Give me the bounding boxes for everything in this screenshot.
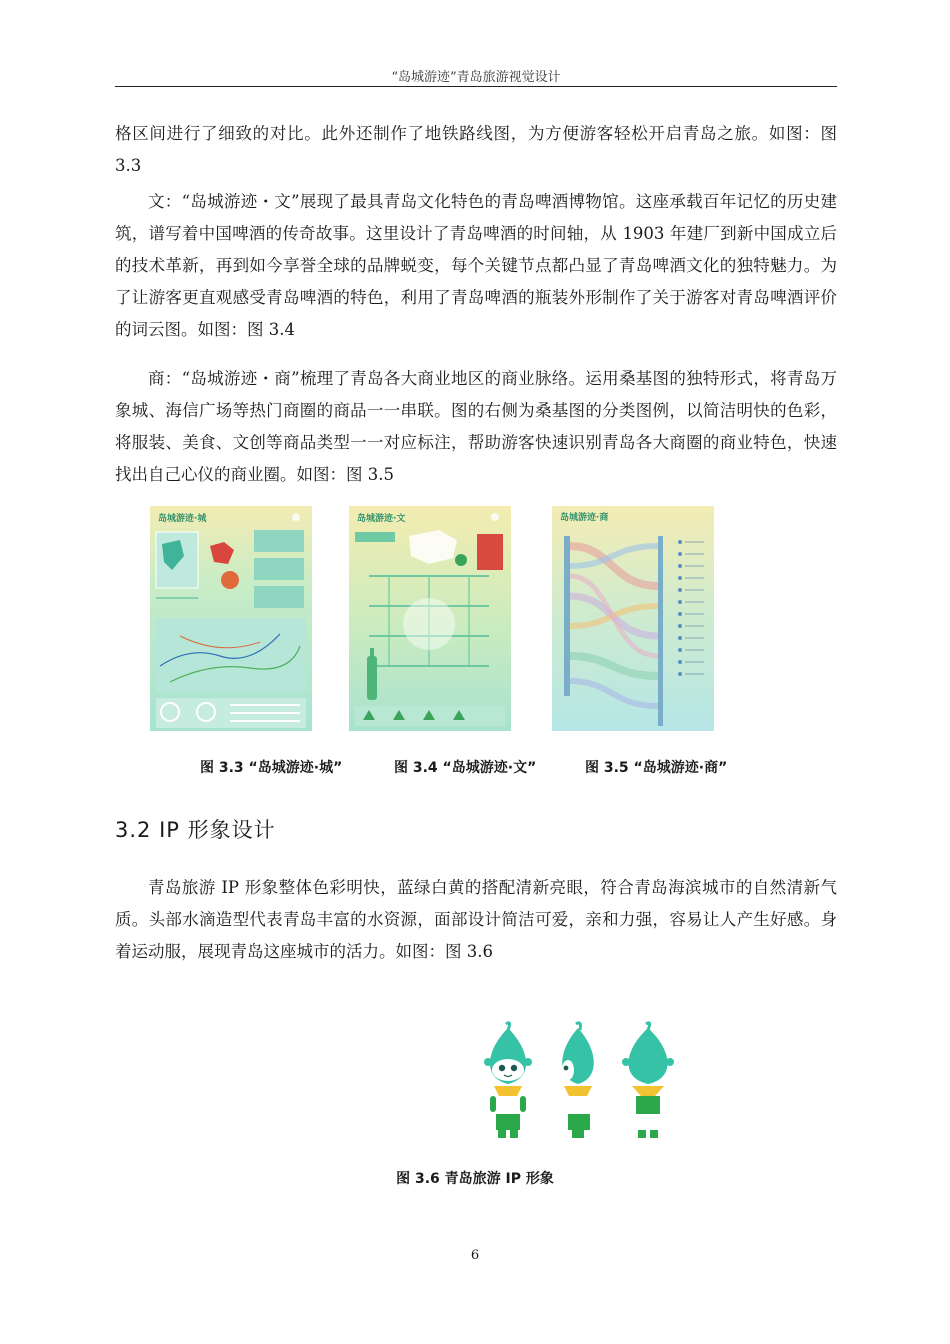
page-number: 6 bbox=[470, 1248, 480, 1263]
paragraph-ip-design: 青岛旅游 IP 形象整体色彩明快，蓝绿白黄的搭配清新亮眼，符合青岛海滨城市的自然清新气质。头部水滴造型代表青岛丰富的水资源，面部设计简洁可爱，亲和力强，容易让人产生好感。身着运动服，展现青岛这座城市的活力。如图：图 3.6 bbox=[115, 878, 837, 961]
poster-commerce-image bbox=[552, 506, 714, 731]
figure-caption-3-5: 图 3.5 “岛城游迹·商” bbox=[585, 760, 728, 776]
poster-city-title: 岛城游迹·城 bbox=[158, 514, 207, 524]
running-header: “岛城游迹”青岛旅游视觉设计 bbox=[391, 70, 561, 85]
mascot-front-view bbox=[484, 1023, 532, 1138]
paragraph-city-continued: 格区间进行了细致的对比。此外还制作了地铁路线图，为方便游客轻松开启青岛之旅。如图：图 3.3 bbox=[115, 124, 837, 175]
mascot-image bbox=[468, 1020, 688, 1145]
figure-caption-3-4: 图 3.4 “岛城游迹·文” bbox=[394, 760, 537, 776]
poster-culture-image bbox=[349, 506, 511, 731]
poster-culture-title: 岛城游迹·文 bbox=[357, 514, 406, 524]
figure-caption-3-3: 图 3.3 “岛城游迹·城” bbox=[200, 760, 343, 776]
paragraph-commerce: 商：“岛城游迹・商”梳理了青岛各大商业地区的商业脉络。运用桑基图的独特形式，将青岛万象城、海信广场等热门商圈的商品一一串联。图的右侧为桑基图的分类图例，以简洁明快的色彩，将服装、美食、文创等商品类型一一对应标注，帮助游客快速识别青岛各大商圈的商业特色，快速找出自己心仪的商业圈。如图：图 3.5 bbox=[115, 369, 837, 484]
figure-caption-3-6: 图 3.6 青岛旅游 IP 形象 bbox=[396, 1171, 554, 1187]
paragraph-culture: 文：“岛城游迹・文”展现了最具青岛文化特色的青岛啤酒博物馆。这座承载百年记忆的历史建筑，谱写着中国啤酒的传奇故事。这里设计了青岛啤酒的时间轴，从 1903 年建厂到新中国成立后的技术革新，再到如今享誉全球的品牌蜕变，每个关键节点都凸显了青岛啤酒文化的独特魅力。为了让游客更直观感受青岛啤酒的特色，利用了青岛啤酒的瓶装外形制作了关于游客对青岛啤酒评价的词云图。如图：图 3.4 bbox=[115, 192, 837, 339]
section-heading: 3.2 IP 形象设计 bbox=[115, 818, 276, 842]
poster-city-image bbox=[150, 506, 312, 731]
header-rule bbox=[115, 86, 837, 87]
poster-commerce-title: 岛城游迹·商 bbox=[560, 513, 609, 523]
mascot-side-view bbox=[562, 1023, 594, 1138]
mascot-back-view bbox=[622, 1023, 674, 1138]
